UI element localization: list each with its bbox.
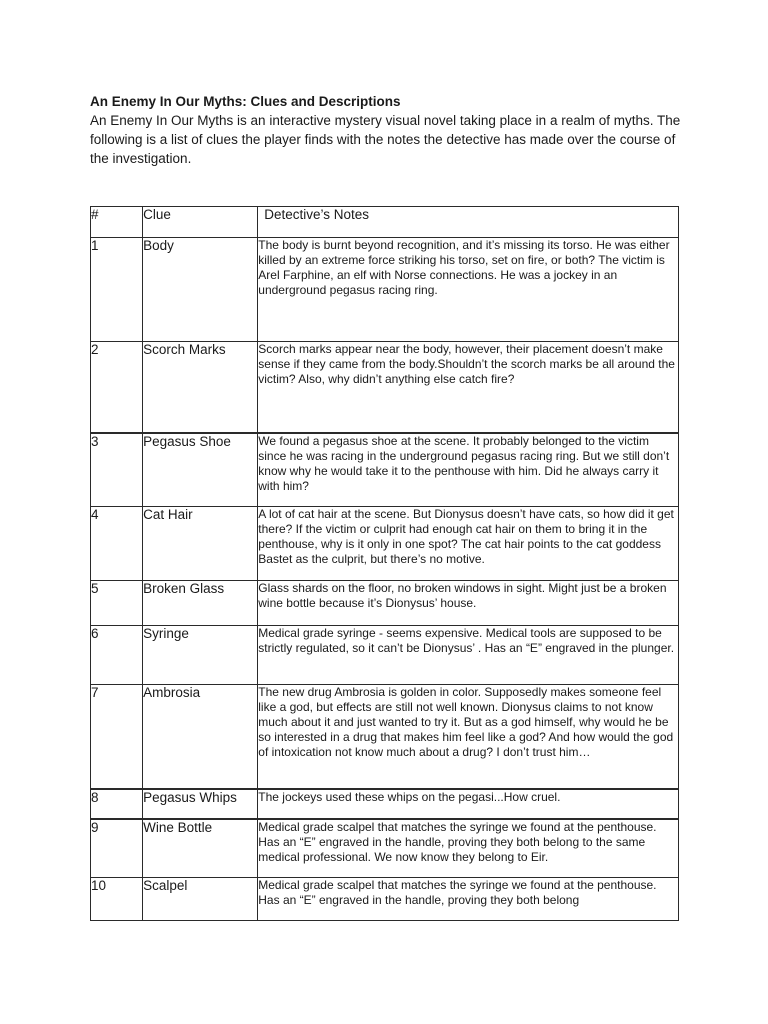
- row-clue: Cat Hair: [143, 507, 258, 581]
- row-number: 1: [91, 238, 143, 342]
- row-notes: Glass shards on the floor, no broken windows in sight. Might just be a broken wine bottle because it’s Dionysus’ house.: [258, 581, 679, 626]
- row-clue: Ambrosia: [143, 685, 258, 789]
- row-clue: Scorch Marks: [143, 342, 258, 433]
- header-clue: Clue: [143, 207, 258, 238]
- row-notes-cell: [258, 878, 679, 921]
- intro-section: [90, 92, 690, 168]
- row-clue: Wine Bottle: [143, 819, 258, 878]
- row-notes: The jockeys used these whips on the pegasi...How cruel.: [258, 789, 679, 819]
- row-notes: The new drug Ambrosia is golden in color. Supposedly makes someone feel like a god, but effects are still not well known. Dionysus claims to not know much about it and just wanted to try it. But as a god himself, why would he be so interested in a drug that makes him feel like a god? And how would the god of intoxication not know much about a drug? I don’t trust him…: [258, 685, 679, 789]
- row-notes: The body is burnt beyond recognition, and it’s missing its torso. He was either killed by an extreme force striking his torso, set on fire, or both? The victim is Arel Farphine, an elf with Norse connections. He was a jockey in an underground pegasus racing ring.: [258, 238, 679, 342]
- intro-paragraph: An Enemy In Our Myths is an interactive mystery visual novel taking place in a realm of myths. The following is a list of clues the player finds with the notes the detective has made over the course of the investigation.: [90, 113, 681, 166]
- table-row: [91, 878, 679, 921]
- row-clue: Scalpel: [143, 878, 258, 921]
- table-row: [91, 685, 679, 789]
- row-clue: Broken Glass: [143, 581, 258, 626]
- row-number: 9: [91, 819, 143, 878]
- table-row: [91, 342, 679, 433]
- row-notes: We found a pegasus shoe at the scene. It probably belonged to the victim since he was racing in the underground pegasus racing ring. But we still don’t know why he would take it to the penthouse with him. Did he always carry it with him?: [258, 433, 679, 507]
- table-row: [91, 433, 679, 507]
- table-row: [91, 507, 679, 581]
- row-number: 10: [91, 878, 143, 921]
- row-number: 6: [91, 626, 143, 685]
- row-notes: Medical grade scalpel that matches the syringe we found at the penthouse. Has an “E” engraved in the handle, proving they both belong to the same medical professional. We now know they belong to Eir.: [258, 819, 679, 878]
- row-clue: Syringe: [143, 626, 258, 685]
- table-row: [91, 581, 679, 626]
- row-notes: Medical grade syringe - seems expensive. Medical tools are supposed to be strictly regulated, so it can’t be Dionysus’ . Has an “E” engraved in the plunger.: [258, 626, 679, 685]
- document-title: An Enemy In Our Myths: Clues and Descriptions: [90, 94, 401, 109]
- row-clue: Pegasus Whips: [143, 789, 258, 819]
- row-clue: Pegasus Shoe: [143, 433, 258, 507]
- table-row: [91, 238, 679, 342]
- header-number: #: [91, 207, 143, 238]
- row-number: 7: [91, 685, 143, 789]
- row-number: 4: [91, 507, 143, 581]
- header-detective-notes: Detective’s Notes: [258, 207, 679, 238]
- row-notes: Medical grade scalpel that matches the syringe we found at the penthouse. Has an “E” engraved in the handle, proving they both belong: [258, 878, 657, 907]
- table-header-row: [91, 207, 679, 238]
- row-clue: Body: [143, 238, 258, 342]
- row-notes: Scorch marks appear near the body, however, their placement doesn’t make sense if they came from the body.Shouldn’t the scorch marks be all around the victim? Also, why didn’t anything else catch fire?: [258, 342, 679, 433]
- table-row: [91, 626, 679, 685]
- row-number: 2: [91, 342, 143, 433]
- clues-table: [90, 206, 679, 921]
- table-row: [91, 789, 679, 819]
- row-number: 3: [91, 433, 143, 507]
- row-number: 8: [91, 789, 143, 819]
- row-number: 5: [91, 581, 143, 626]
- row-notes: A lot of cat hair at the scene. But Dionysus doesn’t have cats, so how did it get there? If the victim or culprit had enough cat hair on them to bring it in the penthouse, why is it only in one spot? The cat hair points to the cat goddess Bastet as the culprit, but there’s no motive.: [258, 507, 679, 581]
- table-row: [91, 819, 679, 878]
